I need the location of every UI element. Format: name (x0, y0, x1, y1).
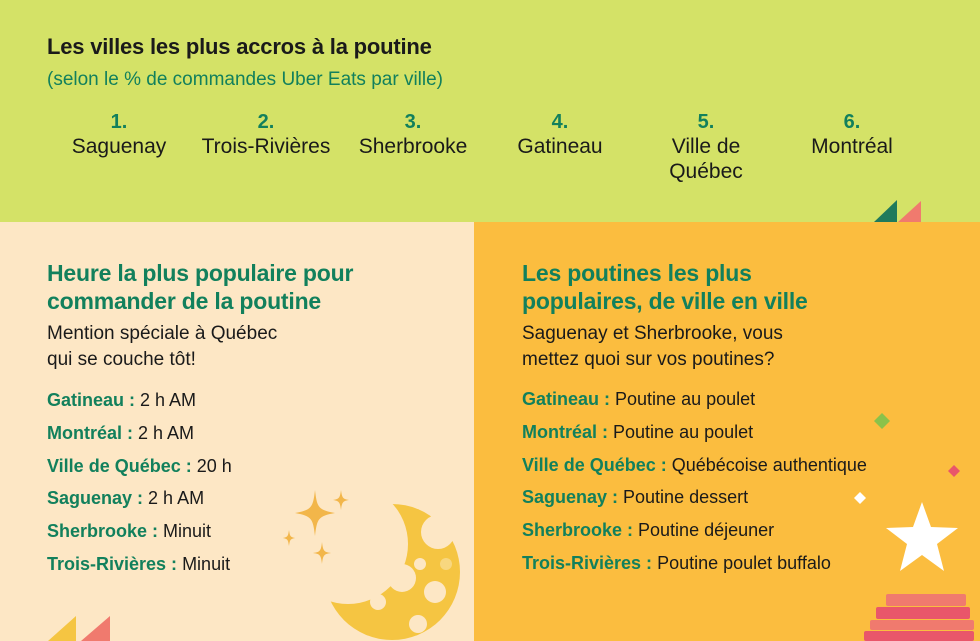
hours-subtitle-line: Mention spéciale à Québec (47, 323, 278, 344)
list-value: 2 h AM (135, 390, 197, 410)
list-item (47, 552, 232, 585)
popular-list (522, 387, 867, 584)
list-item (522, 518, 867, 551)
list-item (47, 486, 232, 519)
hours-subtitle-line: qui se couche tôt! (47, 349, 196, 370)
list-item (522, 551, 867, 584)
list-item (522, 420, 867, 453)
sparkle-icon (283, 530, 295, 546)
list-city: Montréal : (47, 422, 134, 443)
hours-title (47, 259, 353, 315)
list-city: Ville de Québec : (522, 454, 667, 475)
diamond-icon (854, 492, 866, 504)
popular-title (522, 259, 808, 315)
list-value: Poutine poulet buffalo (652, 552, 831, 573)
moon-icon (320, 502, 465, 641)
triangle-deco-icon (48, 616, 118, 641)
hours-list (47, 388, 232, 585)
diamond-icon (948, 465, 960, 477)
list-item (47, 388, 232, 421)
rank-number: 1. (110, 111, 128, 133)
popular-panel (474, 222, 980, 641)
rank-number: 3. (404, 111, 422, 133)
list-item (522, 453, 867, 486)
ranking-section (0, 0, 980, 222)
list-value: Poutine au poulet (608, 421, 754, 442)
list-city: Sherbrooke : (522, 520, 634, 541)
rank-city: Sherbrooke (358, 135, 468, 158)
hours-title-line: Heure la plus populaire pour (47, 260, 354, 286)
hours-panel (0, 222, 474, 641)
list-value: 20 h (191, 455, 232, 476)
list-value: 2 h AM (143, 488, 205, 509)
list-city: Saguenay : (522, 487, 619, 508)
rank-city: Saguenay (71, 135, 167, 158)
rank-item (626, 110, 786, 184)
cake-icon (864, 594, 974, 641)
list-city: Ville de Québec : (47, 455, 192, 476)
rank-number: 6. (843, 111, 861, 133)
list-value: Minuit (177, 553, 231, 574)
list-city: Trois-Rivières : (522, 552, 653, 573)
rank-number: 2. (257, 111, 275, 133)
sparkle-icon (333, 490, 349, 510)
rank-item (480, 110, 640, 159)
rank-city: Ville de Québec (669, 135, 743, 183)
sparkle-icon (313, 542, 331, 564)
hours-subtitle (47, 321, 277, 373)
list-item (522, 485, 867, 518)
ranking-title: Les villes les plus accros à la poutine (47, 34, 432, 59)
popular-subtitle (522, 321, 783, 373)
rank-city: Trois-Rivières (201, 135, 331, 158)
rank-number: 5. (697, 111, 715, 133)
sparkle-icon (295, 490, 335, 536)
list-item (47, 519, 232, 552)
ranking-subtitle: (selon le % de commandes Uber Eats par ville) (47, 69, 444, 90)
diamond-icon (874, 413, 890, 429)
list-value: Minuit (158, 521, 212, 542)
list-value: Poutine au poulet (610, 389, 756, 409)
list-value: 2 h AM (133, 422, 195, 443)
list-item (47, 454, 232, 487)
list-city: Gatineau : (522, 389, 611, 409)
list-city: Gatineau : (47, 390, 136, 410)
rank-item (186, 110, 346, 159)
popular-title-line: populaires, de ville en ville (522, 288, 808, 314)
star-icon (886, 502, 958, 572)
rank-item (772, 110, 932, 159)
list-item (47, 421, 232, 454)
list-value: Poutine dessert (618, 487, 749, 508)
popular-title-line: Les poutines les plus (522, 260, 752, 286)
rank-item (39, 110, 199, 159)
list-city: Sherbrooke : (47, 521, 159, 542)
list-city: Montréal : (522, 421, 609, 442)
list-item (522, 387, 867, 420)
popular-subtitle-line: Saguenay et Sherbrooke, vous (522, 323, 783, 344)
rank-number: 4. (551, 111, 569, 133)
rank-city: Montréal (811, 135, 893, 158)
rank-item (333, 110, 493, 159)
hours-title-line: commander de la poutine (47, 288, 322, 314)
list-city: Trois-Rivières : (47, 553, 178, 574)
list-value: Poutine déjeuner (633, 520, 775, 541)
list-value: Québécoise authentique (666, 454, 867, 475)
list-city: Saguenay : (47, 488, 144, 509)
triangle-deco-icon (870, 200, 930, 222)
rank-city: Gatineau (517, 135, 603, 158)
popular-subtitle-line: mettez quoi sur vos poutines? (522, 349, 775, 370)
